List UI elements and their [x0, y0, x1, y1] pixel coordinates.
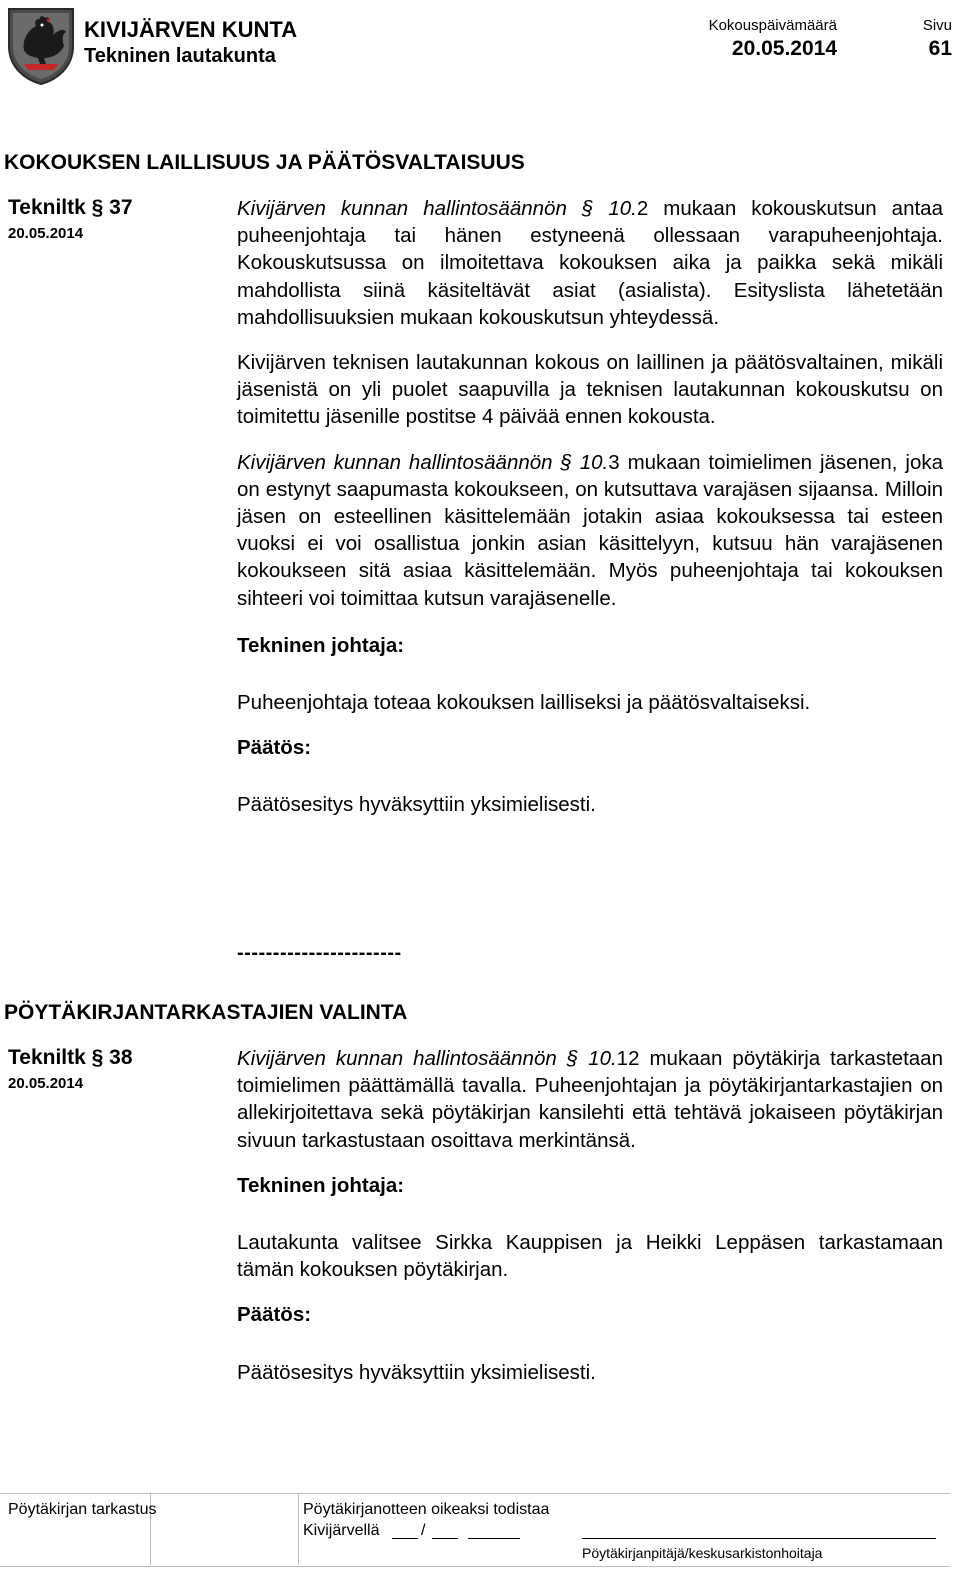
- paragraph-text: Kivijärven teknisen lautakunnan kokous on laillinen ja päätösvaltainen, mikäli jäsenistä on yli puolet saapuvilla ja teknisen lautakunnan kokouskutsu on toimitettu jäsenille postitse 4 päivää ennen kokousta.: [237, 351, 943, 429]
- section-title: KOKOUKSEN LAILLISUUS JA PÄÄTÖSVALTAISUUS: [4, 151, 525, 174]
- decision-label: Päätös:: [237, 736, 312, 760]
- meeting-date-value: 20.05.2014: [731, 37, 837, 60]
- page-label: Sivu: [922, 17, 952, 34]
- meeting-date-label: Kokouspäivämäärä: [708, 17, 837, 34]
- paragraph-text: 2 mukaan kokouskutsun antaa puheenjohtaja tai hänen estyneenä ollessaan varapuheenjohtaja. Kokouskutsussa on ilmoitettava kokouksen aika ja paikka sekä mikäli mahdollista siinä käsiteltävät asiat (asialista). Esityslista lähetetään mahdollisuuksien mukaan kokouskutsun yhteydessä.: [237, 197, 943, 329]
- section-title: PÖYTÄKIRJANTARKASTAJIEN VALINTA: [4, 1001, 408, 1024]
- review-label: Pöytäkirjan tarkastus: [8, 1501, 157, 1518]
- date-day-line: [392, 1538, 418, 1539]
- section-number: Tekniltk § 38: [8, 1046, 133, 1069]
- signer-title: Pöytäkirjanpitäjä/keskusarkistonhoitaja: [582, 1545, 823, 1561]
- section-number: Tekniltk § 37: [8, 196, 133, 219]
- section-date: 20.05.2014: [8, 1075, 84, 1092]
- date-month-line: [432, 1538, 458, 1539]
- page-number: 61: [928, 37, 952, 60]
- organization-name: KIVIJÄRVEN KUNTA: [84, 17, 298, 42]
- decision-text: Päätösesitys hyväksyttiin yksimielisesti.: [237, 793, 596, 817]
- rule-reference: Kivijärven kunnan hallintosäännön § 10.: [237, 197, 637, 220]
- certify-label: Pöytäkirjanotteen oikeaksi todistaa: [303, 1501, 550, 1518]
- organization-unit: Tekninen lautakunta: [84, 45, 276, 67]
- section-body: [237, 1045, 943, 1386]
- body-paragraph: [237, 1045, 943, 1154]
- section-separator: -----------------------: [237, 942, 402, 964]
- rule-reference: Kivijärven kunnan hallintosäännön § 10.: [237, 1047, 617, 1070]
- body-paragraph: [237, 449, 943, 612]
- body-paragraph: [237, 195, 943, 331]
- paragraph-text: 3 mukaan toimielimen jäsenen, joka on estynyt saapumasta kokoukseen, on kutsuttava varajäsen sijaansa. Milloin jäsen on esteellinen käsittelemään jotakin asiaa kokouksessa tai esteen vuoksi ei voi osallistua jonkin asian käsittelyyn, kutsuu hän varajäsenen kokoukseen sitä asiaa käsittelemään. Myös puheenjohtaja tai kokouksen sihteeri voi toimittaa kutsun varajäsenelle.: [237, 450, 943, 610]
- body-paragraph: [237, 349, 943, 431]
- footer-divider: [298, 1493, 299, 1565]
- date-slash: /: [421, 1522, 426, 1539]
- proposal-label: Tekninen johtaja:: [237, 1173, 405, 1197]
- decision-label: Päätös:: [237, 1303, 312, 1327]
- proposal-text: Lautakunta valitsee Sirkka Kauppisen ja Heikki Leppäsen tarkastamaan tämän kokouksen pöytäkirjan.: [237, 1231, 943, 1282]
- signature-line: [582, 1538, 936, 1539]
- section-date: 20.05.2014: [8, 225, 84, 242]
- proposal-text: Puheenjohtaja toteaa kokouksen lailliseksi ja päätösvaltaiseksi.: [237, 691, 811, 715]
- date-year-line: [468, 1538, 520, 1539]
- municipal-crest-icon: [6, 6, 76, 86]
- place-label: Kivijärvellä: [303, 1522, 380, 1539]
- rule-reference: Kivijärven kunnan hallintosäännön § 10.: [237, 450, 609, 474]
- section-body: [237, 195, 943, 819]
- proposal-label: Tekninen johtaja:: [237, 633, 405, 657]
- paragraph-text: 12 mukaan pöytäkirja tarkastetaan toimielimen päättämällä tavalla. Puheenjohtajan ja pöytäkirjantarkastajien on allekirjoitettava sekä pöytäkirjan kansilehti että tehtävä jokaiseen pöytäkirjan sivuun tarkastustaan osoittava merkintänsä.: [237, 1047, 943, 1152]
- decision-text: Päätösesitys hyväksyttiin yksimielisesti.: [237, 1360, 596, 1384]
